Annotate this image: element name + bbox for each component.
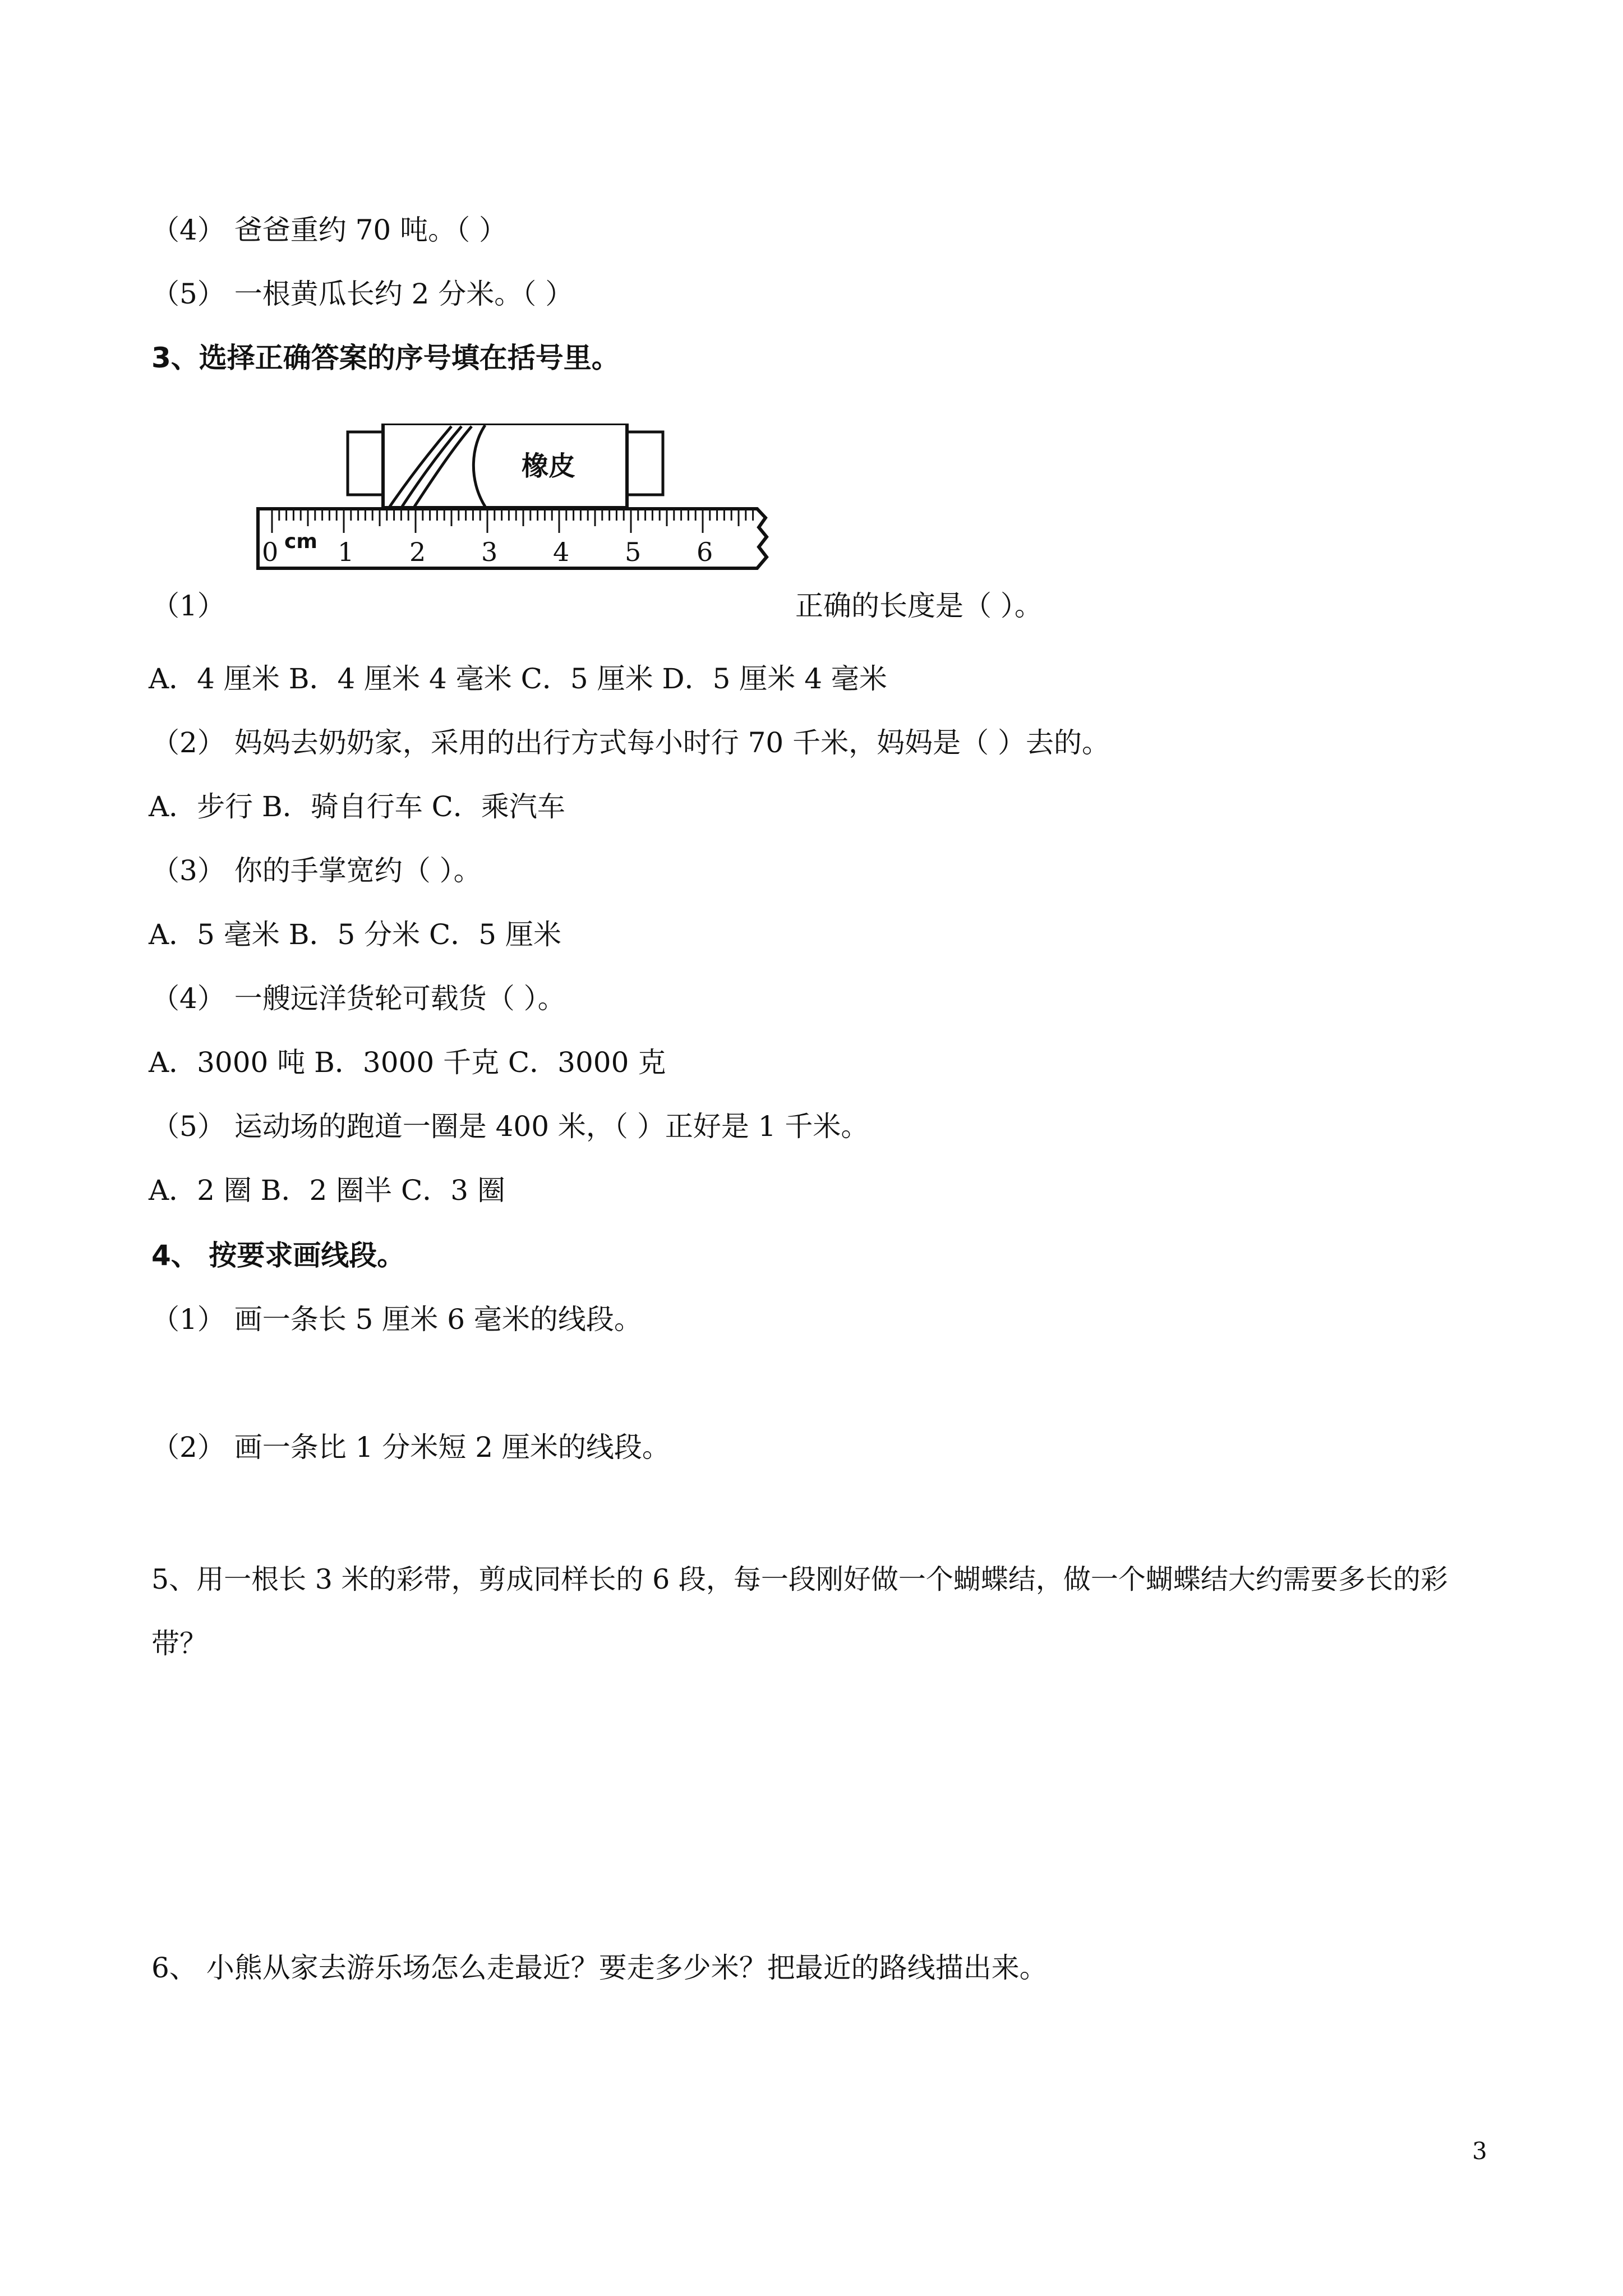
ruler-tick-label: 0 <box>262 537 279 567</box>
ruler-tick-label: 5 <box>625 537 642 567</box>
question-5-line-1: 5、用一根长 3 米的彩带，剪成同样长的 6 段，每一段刚好做一个蝴蝶结，做一个蝴蝶结大约需要多长的彩 <box>151 1563 1448 1595</box>
question-3-2-options: A．步行 B．骑自行车 C．乘汽车 <box>149 790 565 823</box>
question-4-heading: 4、 按要求画线段。 <box>151 1239 405 1272</box>
ruler-eraser-figure <box>255 424 774 592</box>
question-3-5: （5） 运动场的跑道一圈是 400 米，（ ）正好是 1 千米。 <box>151 1110 869 1143</box>
question-3-heading: 3、选择正确答案的序号填在括号里。 <box>151 342 620 374</box>
judge-item-4: （4） 爸爸重约 70 吨。（ ） <box>151 214 508 246</box>
ruler-tick-label: 1 <box>338 537 354 567</box>
question-3-3: （3） 你的手掌宽约（ ）。 <box>151 854 482 887</box>
question-3-1-options: A．4 厘米 B．4 厘米 4 毫米 C．5 厘米 D．5 厘米 4 毫米 <box>149 662 887 695</box>
question-3-2: （2） 妈妈去奶奶家，采用的出行方式每小时行 70 千米，妈妈是（ ）去的。 <box>151 726 1110 759</box>
question-3-4: （4） 一艘远洋货轮可载货（ ）。 <box>151 982 566 1015</box>
ruler-body <box>258 509 767 568</box>
page-number: 3 <box>1472 2137 1487 2165</box>
ruler-tick-label: 4 <box>553 537 570 567</box>
eraser-sleeve-left <box>348 432 387 495</box>
question-3-1-text: 正确的长度是（ ）。 <box>795 590 1043 622</box>
question-4-2: （2） 画一条比 1 分米短 2 厘米的线段。 <box>151 1431 670 1464</box>
judge-item-5: （5） 一根黄瓜长约 2 分米。（ ） <box>151 278 574 310</box>
question-5-line-2: 带？ <box>151 1627 208 1660</box>
eraser-label: 橡皮 <box>522 450 576 482</box>
ruler-tick-label: 6 <box>697 537 713 567</box>
question-3-3-options: A．5 毫米 B．5 分米 C．5 厘米 <box>149 918 562 951</box>
question-3-4-options: A．3000 吨 B．3000 千克 C．3000 克 <box>149 1046 666 1079</box>
question-3-1-number: （1） <box>151 590 225 622</box>
ruler-unit-label: cm <box>284 530 317 553</box>
question-3-5-options: A．2 圈 B．2 圈半 C．3 圈 <box>149 1174 506 1207</box>
question-6: 6、 小熊从家去游乐场怎么走最近？要走多少米？把最近的路线描出来。 <box>151 1952 1048 1984</box>
question-4-1: （1） 画一条长 5 厘米 6 毫米的线段。 <box>151 1303 642 1336</box>
ruler-tick-label: 3 <box>481 537 498 567</box>
ruler-tick-label: 2 <box>409 537 426 567</box>
